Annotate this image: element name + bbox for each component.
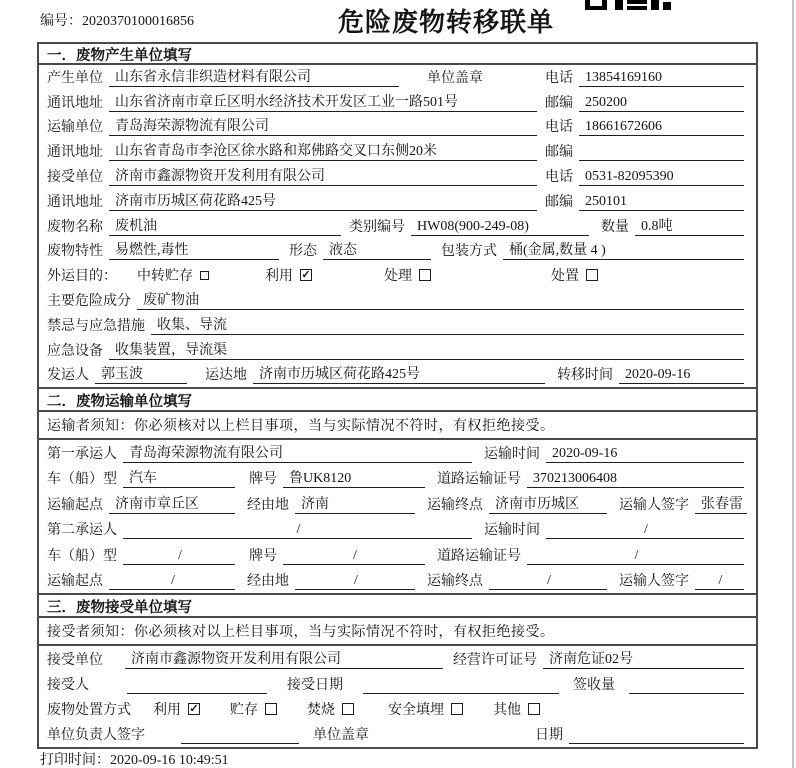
destination-value: 济南市历城区荷花路425号: [253, 363, 545, 384]
emergency-equipment-value: 收集装置，导流渠: [109, 339, 744, 360]
option-label: 处置: [551, 269, 579, 285]
transporter-zip-label: 邮编: [545, 145, 573, 161]
form-label: 形态: [289, 244, 317, 260]
option-label: 利用: [265, 269, 293, 285]
packing-value: 桶(金属,数量 4 ): [503, 239, 744, 260]
carrier1-plate-label: 牌号: [249, 472, 277, 488]
permit-value: 济南危证02号: [543, 648, 744, 669]
carrier2-plate-value: /: [283, 548, 425, 565]
emergency-equipment-label: 应急设备: [47, 343, 103, 359]
receiver-label: 接受单位: [47, 169, 103, 185]
carrier1-time-value: 2020-09-16: [546, 446, 744, 463]
producer-zip-label: 邮编: [545, 95, 573, 111]
carrier2-license-value: /: [527, 548, 744, 565]
option-label: 其他: [493, 702, 521, 718]
accept-person-value: [127, 677, 267, 694]
consignor-value: 郭玉波: [95, 363, 187, 384]
producer-phone-label: 电话: [545, 70, 573, 86]
checkbox-disposal-other: [528, 703, 540, 715]
row-consignor: [39, 363, 756, 388]
row-producer: [39, 65, 756, 90]
checkbox-treat: [419, 269, 431, 281]
row-emergency-equipment: [39, 338, 756, 363]
carrier2-vehicle-label: 车（船）型: [47, 548, 117, 564]
receipt-amount-label: 签收量: [573, 677, 615, 693]
waste-character-value: 易燃性,毒性: [109, 239, 279, 260]
purpose-option-treat: [384, 265, 431, 285]
accept-unit-label: 接受单位: [47, 652, 103, 668]
date2-value: [569, 727, 744, 744]
unit-seal2-label: 单位盖章: [313, 728, 369, 744]
carrier2-plate-label: 牌号: [249, 548, 277, 564]
receiver-phone-value: 0531-82095390: [579, 169, 744, 186]
option-label: 安全填埋: [388, 702, 444, 718]
carrier1-vehicle-value: 汽车: [123, 467, 235, 488]
row-producer-address: [39, 90, 756, 115]
waste-name-value: 废机油: [109, 215, 341, 236]
hazard-component-value: 废矿物油: [137, 289, 744, 310]
section2-header: 二．废物运输单位填写: [39, 387, 756, 412]
accept-person-label: 接受人: [47, 677, 89, 693]
checkbox-disposal-store: [265, 703, 277, 715]
carrier1-time-label: 运输时间: [484, 446, 540, 462]
row-carrier1-route: [39, 491, 756, 517]
category-label: 类别编号: [349, 219, 405, 235]
option-label: 焚烧: [307, 702, 335, 718]
carrier2-value: /: [123, 522, 472, 539]
row-receiver: [39, 164, 756, 189]
carrier1-sign-value: 张春雷: [695, 493, 747, 514]
carrier1-via-value: 济南: [295, 493, 415, 514]
qr-code-fragment: [585, 0, 671, 11]
accept-unit-value: 济南市鑫源物资开发利用有限公司: [125, 648, 443, 669]
row-transporter: [39, 115, 756, 140]
section1-header: 一．废物产生单位填写: [39, 44, 756, 65]
transporter-address-label: 通讯地址: [47, 145, 103, 161]
disposal-option-incinerate: [307, 699, 354, 719]
transfer-time-value: 2020-09-16: [619, 367, 744, 384]
print-time: [40, 749, 229, 768]
carrier2-sign-label: 运输人签字: [619, 574, 689, 590]
checkbox-disposal-utilize: [188, 703, 200, 715]
purpose-option-dispose: [551, 265, 598, 285]
accept-date-value: [363, 677, 559, 694]
page-right-edge: [792, 0, 794, 768]
carrier2-end-value: /: [489, 573, 607, 590]
carrier1-via-label: 经由地: [247, 497, 289, 513]
head-signature-value: [181, 727, 299, 744]
waste-character-label: 废物特性: [47, 244, 103, 260]
row-transporter-address: [39, 139, 756, 164]
receiver-value: 济南市鑫源物资开发利用有限公司: [109, 165, 537, 186]
page-title: 危险废物转移联单: [337, 8, 554, 37]
form-value: 液态: [323, 239, 431, 260]
carrier1-value: 青岛海荣源物流有限公司: [123, 442, 472, 463]
carrier1-origin-label: 运输起点: [47, 497, 103, 513]
option-label: 利用: [153, 702, 181, 718]
transporter-phone-value: 18661672606: [579, 119, 744, 136]
producer-zip-value: 250200: [579, 95, 744, 112]
checkbox-disposal-incinerate: [342, 703, 354, 715]
carrier2-via-value: /: [295, 573, 415, 590]
row-carrier1-vehicle: [39, 466, 756, 492]
destination-label: 运达地: [205, 368, 247, 384]
receiver-notice: 接受者须知：你必须核对以上栏目事项，当与实际情况不符时，有权拒绝接受。: [39, 618, 756, 646]
emergency-measures-value: 收集、导流: [151, 314, 744, 335]
transporter-phone-label: 电话: [545, 120, 573, 136]
row-purpose: [39, 263, 756, 288]
carrier1-end-label: 运输终点: [427, 497, 483, 513]
carrier1-end-value: 济南市历城区: [489, 493, 607, 514]
consignor-label: 发运人: [47, 368, 89, 384]
option-label: 处理: [384, 269, 412, 285]
carrier1-vehicle-label: 车（船）型: [47, 472, 117, 488]
purpose-option-utilize: [265, 265, 312, 285]
producer-address-value: 山东省济南市章丘区明水经济技术开发区工业一路501号: [109, 91, 537, 112]
carrier2-license-label: 道路运输证号: [437, 548, 521, 564]
checkbox-dispose: [586, 269, 598, 281]
transporter-address-value: 山东省青岛市李沧区徐水路和郑佛路交叉口东侧20米: [109, 140, 537, 161]
row-carrier2-route: [39, 568, 756, 594]
row-carrier2-vehicle: [39, 542, 756, 568]
transporter-zip-value: [579, 144, 744, 161]
receiver-address-label: 通讯地址: [47, 194, 103, 210]
transporter-label: 运输单位: [47, 120, 103, 136]
carrier2-end-label: 运输终点: [427, 574, 483, 590]
receiver-zip-value: 250101: [579, 194, 744, 211]
disposal-method-label: 废物处置方式: [47, 702, 131, 718]
producer-address-label: 通讯地址: [47, 95, 103, 111]
waste-name-label: 废物名称: [47, 219, 103, 235]
option-label: 中转贮存: [137, 269, 193, 285]
carrier1-license-label: 道路运输证号: [437, 472, 521, 488]
carrier1-label: 第一承运人: [47, 446, 117, 462]
purpose-option-transfer-storage: [137, 265, 209, 285]
carrier2-origin-value: /: [109, 573, 235, 590]
checkbox-disposal-landfill: [451, 703, 463, 715]
carrier2-vehicle-value: /: [123, 548, 235, 565]
carrier2-sign-value: /: [695, 573, 744, 590]
category-value: HW08(900-249-08): [411, 219, 589, 236]
row-accept-unit: [39, 646, 756, 671]
section3-header: 三．废物接受单位填写: [39, 593, 756, 618]
checkbox-mark: ✓: [301, 269, 311, 282]
producer-value: 山东省永信非织造材料有限公司: [109, 66, 399, 87]
option-label: 贮存: [230, 702, 258, 718]
disposal-option-utilize: [153, 699, 200, 719]
row-hazard-component: [39, 288, 756, 313]
row-receiver-address: [39, 189, 756, 214]
emergency-measures-label: 禁忌与应急措施: [47, 318, 145, 334]
checkbox-mark: ✓: [189, 702, 199, 715]
disposal-option-other: [493, 699, 540, 719]
accept-date-label: 接受日期: [287, 677, 343, 693]
carrier1-origin-value: 济南市章丘区: [109, 493, 235, 514]
producer-label: 产生单位: [47, 70, 103, 86]
checkbox-utilize: [300, 269, 312, 281]
carrier1-license-value: 370213006408: [527, 471, 744, 488]
transfer-time-label: 转移时间: [557, 368, 613, 384]
row-carrier2: [39, 517, 756, 543]
disposal-option-landfill: [388, 699, 463, 719]
receiver-zip-label: 邮编: [545, 194, 573, 210]
carrier2-label: 第二承运人: [47, 523, 117, 539]
carrier2-time-label: 运输时间: [484, 523, 540, 539]
carrier2-via-label: 经由地: [247, 574, 289, 590]
hazard-component-label: 主要危险成分: [47, 293, 131, 309]
serial-value: 2020370100016856: [82, 14, 194, 29]
unit-seal-label: 单位盖章: [427, 70, 483, 86]
print-time-label: 打印时间：: [40, 753, 110, 768]
carrier1-sign-label: 运输人签字: [619, 497, 689, 513]
permit-label: 经营许可证号: [453, 652, 537, 668]
carrier1-plate-value: 鲁UK8120: [283, 467, 425, 488]
quantity-label: 数量: [601, 219, 629, 235]
receipt-amount-value: [629, 677, 744, 694]
print-time-value: 2020-09-16 10:49:51: [110, 753, 229, 768]
packing-label: 包装方式: [441, 244, 497, 260]
transporter-notice: 运输者须知：你必须核对以上栏目事项，当与实际情况不符时，有权拒绝接受。: [39, 412, 756, 440]
row-carrier1: [39, 440, 756, 466]
row-accept-person: [39, 672, 756, 697]
serial-label: 编号：: [40, 14, 82, 29]
checkbox-transfer-storage: [200, 271, 209, 280]
row-waste-name: [39, 214, 756, 239]
row-head-signature: [39, 722, 756, 747]
manifest-form: [37, 42, 758, 749]
date2-label: 日期: [535, 728, 563, 744]
purpose-label: 外运目的：: [47, 269, 117, 285]
quantity-value: 0.8吨: [635, 215, 744, 236]
row-disposal-method: [39, 697, 756, 722]
transporter-value: 青岛海荣源物流有限公司: [109, 115, 537, 136]
receiver-address-value: 济南市历城区荷花路425号: [109, 190, 537, 211]
head-signature-label: 单位负责人签字: [47, 728, 145, 744]
carrier2-time-value: /: [546, 522, 744, 539]
carrier2-origin-label: 运输起点: [47, 574, 103, 590]
producer-phone-value: 13854169160: [579, 70, 744, 87]
row-waste-character: [39, 239, 756, 264]
receiver-phone-label: 电话: [545, 169, 573, 185]
disposal-option-store: [230, 699, 277, 719]
row-emergency-measures: [39, 313, 756, 338]
